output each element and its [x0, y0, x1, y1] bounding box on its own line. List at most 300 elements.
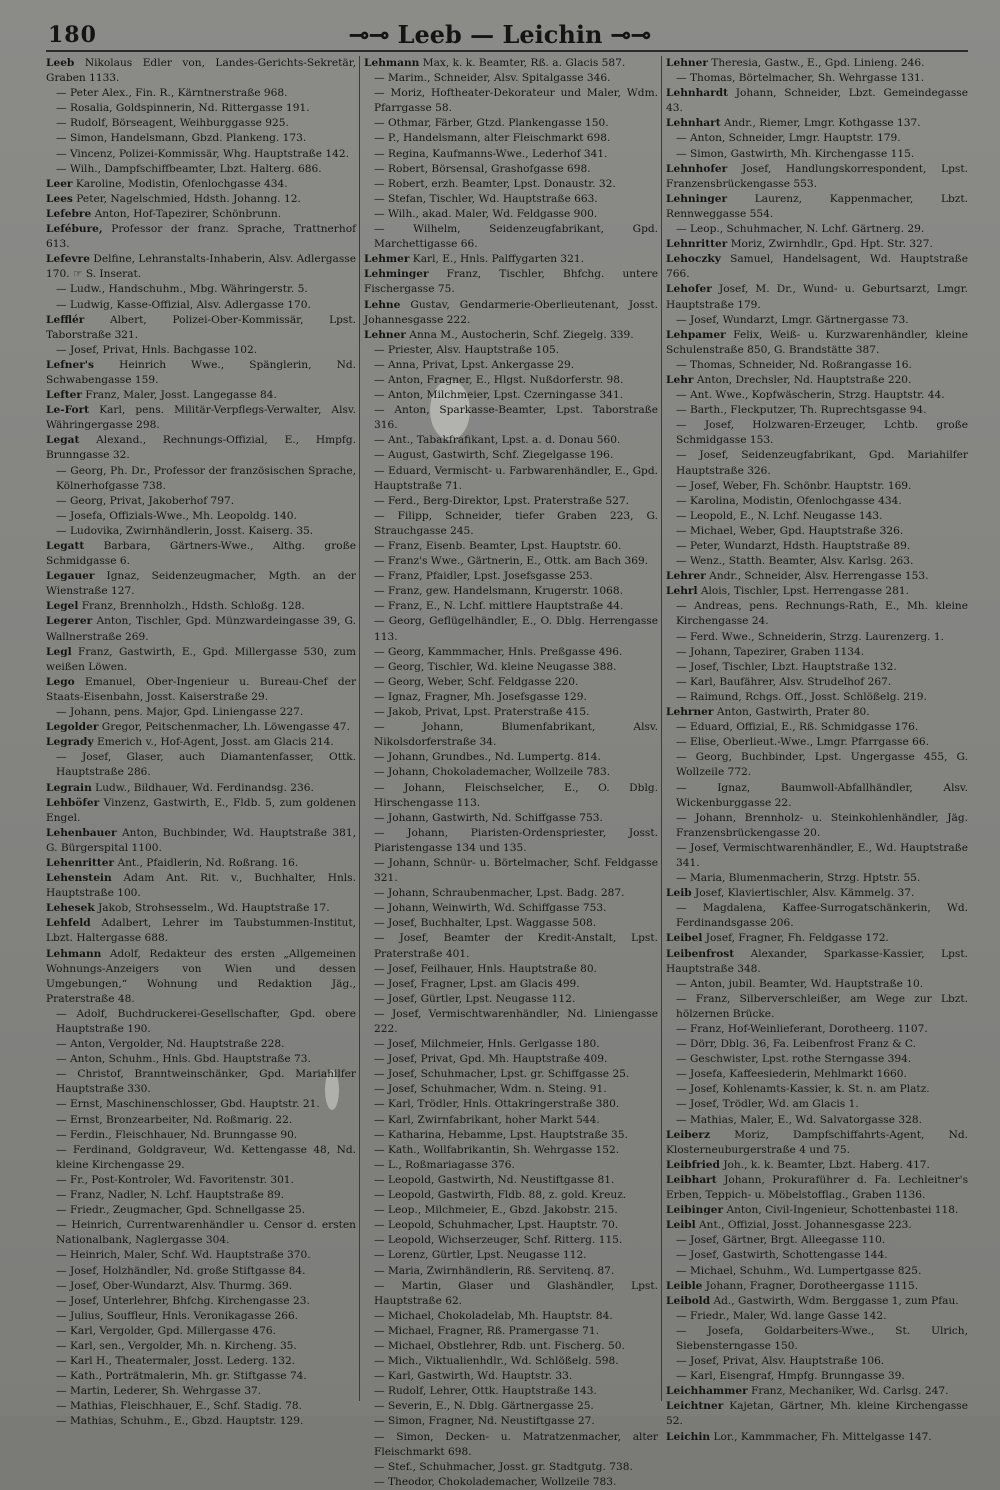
entry-text: — Mathias, Maler, E., Wd. Salvatorgasse 328. [676, 1113, 922, 1126]
directory-entry [364, 1324, 658, 1339]
directory-entry [46, 947, 356, 1007]
directory-entry [46, 856, 356, 871]
entry-surname: Lefébure, [46, 223, 103, 236]
directory-entry [364, 1309, 658, 1324]
directory-entry [666, 811, 968, 841]
directory-entry [46, 871, 356, 901]
entry-text: — Friedr., Zeugmacher, Gpd. Schnellgasse 25. [56, 1204, 306, 1217]
directory-entry [364, 71, 658, 86]
entry-text: — Wilhelm, Seidenzeugfabrikant, Gpd. Marchettigasse 66. [374, 223, 658, 251]
entry-text: — Franz, Hof-Weinlieferant, Dorotheerg. 1107. [676, 1023, 928, 1035]
directory-entry [666, 841, 968, 871]
entry-text: Adalbert, Lehrer im Taubstummen-Institut, Lbzt. Haltergasse 688. [46, 917, 356, 945]
entry-text: Josef, Fragner, Fh. Feldgasse 172. [705, 932, 889, 945]
entry-text: — Georg, Kammmacher, Hnls. Preßgasse 496. [374, 645, 623, 658]
entry-text: — Ant., Tabakfrafikant, Lpst. a. d. Donau 560. [374, 434, 621, 447]
entry-surname: Lefevre [46, 253, 90, 266]
directory-entry [364, 992, 658, 1007]
entry-text: Josef, M. Dr., Wund- u. Geburtsarzt, Lmgr. Hauptstraße 179. [666, 283, 968, 311]
entry-text: — Ignaz, Fragner, Mh. Josefsgasse 129. [374, 690, 587, 703]
entry-text: — Martin, Lederer, Sh. Wehrgasse 37. [56, 1385, 262, 1398]
directory-entry [46, 705, 356, 720]
directory-entry [46, 1339, 356, 1354]
entry-text: — Josef, Schuhmacher, Lpst. gr. Schiffgasse 25. [374, 1068, 630, 1081]
entry-text: — Ernst, Maschinenschlosser, Gbd. Hauptstr. 21. [56, 1098, 320, 1111]
entry-text: — Simon, Handelsmann, Gbzd. Plankeng. 173. [56, 132, 307, 145]
directory-entry [46, 675, 356, 705]
directory-entry [364, 358, 658, 373]
directory-entry [364, 207, 658, 222]
directory-entry [46, 1097, 356, 1112]
directory-entry [666, 509, 968, 524]
entry-text: — Josef, Wundarzt, Lmgr. Gärtnergasse 73. [676, 313, 909, 326]
directory-entry [666, 992, 968, 1022]
entry-text: Karl, pens. Militär-Verpflegs-Verwalter, Alsv. Währingergasse 298. [46, 404, 356, 432]
entry-text: Franz, Maler, Josst. Langegasse 84. [85, 389, 277, 402]
entry-text: — Simon, Fragner, Nd. Neustiftgasse 27. [374, 1415, 595, 1428]
directory-entry [46, 901, 356, 916]
entry-text: Anton, Gastwirth, Prater 80. [716, 706, 870, 719]
directory-entry [364, 1173, 658, 1188]
entry-text: — Josef, Fragner, Lpst. am Glacis 499. [374, 977, 580, 990]
entry-surname: Lehner [364, 328, 406, 341]
entry-text: — Josef, Privat, Alsv. Hauptstraße 106. [676, 1355, 885, 1368]
entry-surname: Lehminger [364, 268, 429, 281]
entry-text: — Georg, Privat, Jakoberhof 797. [56, 494, 235, 507]
directory-entry [46, 1037, 356, 1052]
directory-entry [364, 267, 658, 297]
entry-text: — Moriz, Hoftheater-Dekorateur und Maler, Wdm. Pfarrgasse 58. [374, 87, 658, 115]
directory-entry [46, 750, 356, 780]
directory-entry [666, 71, 968, 86]
directory-entry [666, 1052, 968, 1067]
directory-entry [666, 750, 968, 780]
entry-text: Anton, Hof-Tapezirer, Schönbrunn. [94, 207, 282, 220]
directory-entry [666, 116, 968, 131]
entry-text: — Josef, Glaser, auch Diamantenfasser, Ottk. Hauptstraße 286. [56, 751, 356, 779]
entry-surname: Lehofer [666, 283, 712, 296]
directory-entry [46, 116, 356, 131]
entry-text: — Regina, Kaufmanns-Wwe., Lederhof 341. [374, 147, 608, 160]
directory-entry [666, 403, 968, 418]
entry-surname: Leibinger [666, 1204, 724, 1217]
directory-entry [364, 343, 658, 358]
directory-entry [666, 1067, 968, 1082]
directory-entry [666, 1037, 968, 1052]
entry-text: — Fr., Post-Kontroler, Wd. Favoritenstr. 301. [56, 1173, 294, 1186]
entry-text: — Raimund, Rchgs. Off., Josst. Schlößelg. 219. [676, 690, 927, 703]
entry-text: — Rudolf, Börseagent, Weihburggasse 925. [56, 117, 289, 130]
directory-entry [46, 599, 356, 614]
entry-surname: Lees [46, 192, 73, 205]
directory-entry [364, 1369, 658, 1384]
directory-entry [46, 494, 356, 509]
entry-text: Lor., Kammmacher, Fh. Mittelgasse 147. [713, 1430, 932, 1443]
directory-entry [666, 705, 968, 720]
entry-text: — Geschwister, Lpst. rothe Sterngasse 394. [676, 1053, 912, 1066]
directory-entry [46, 1324, 356, 1339]
directory-entry [666, 690, 968, 705]
directory-entry [46, 1384, 356, 1399]
entry-text: — Leop., Milchmeier, E., Gbzd. Jakobstr. 215. [374, 1204, 618, 1217]
directory-entry [666, 1264, 968, 1279]
entry-text: — Mathias, Schuhm., E., Gbzd. Hauptstr. 129. [56, 1415, 304, 1428]
entry-text: — Karl, Gastwirth, Wd. Hauptstr. 33. [374, 1370, 573, 1383]
entry-text: — Kath., Wollfabrikantin, Sh. Wehrgasse 152. [374, 1143, 620, 1156]
directory-entry [666, 524, 968, 539]
directory-entry [666, 237, 968, 252]
directory-entry [666, 328, 968, 358]
column-2 [364, 56, 658, 1488]
directory-entry [46, 720, 356, 735]
directory-entry [666, 554, 968, 569]
entry-text: — Ferd., Berg-Direktor, Lpst. Praterstraße 527. [374, 494, 630, 507]
entry-surname: Lefebre [46, 207, 92, 220]
directory-entry [364, 1414, 658, 1429]
entry-surname: Lehesek [46, 902, 95, 915]
entry-surname: Lefflér [46, 313, 85, 326]
directory-entry [666, 947, 968, 977]
entry-text: — Lorenz, Gürtler, Lpst. Neugasse 112. [374, 1249, 587, 1262]
entry-surname: Lehoczky [666, 253, 721, 266]
entry-text: Alexand., Rechnungs-Offizial, E., Hmpfg. Brunngasse 32. [46, 434, 356, 462]
directory-entry [666, 86, 968, 116]
entry-surname: Lehenritter [46, 856, 115, 869]
entry-text: — Karl, Eisengraf, Hmpfg. Brunngasse 39. [676, 1370, 905, 1383]
entry-surname: Leibl [666, 1219, 696, 1232]
directory-entry [364, 705, 658, 720]
directory-entry [364, 811, 658, 826]
entry-text: — Magdalena, Kaffee-Surrogatschänkerin, Wd. Ferdinandsgasse 206. [676, 902, 968, 930]
entry-text: Alexander, Sparkasse-Kassier, Lpst. Hauptstraße 348. [666, 947, 968, 975]
directory-entry [364, 1248, 658, 1263]
directory-entry [46, 524, 356, 539]
directory-entry [666, 282, 968, 312]
directory-entry [666, 1113, 968, 1128]
directory-entry [666, 1233, 968, 1248]
entry-surname: Lehrer [666, 570, 706, 583]
entry-text: — L., Roßmariagasse 376. [374, 1158, 515, 1171]
directory-entry [364, 886, 658, 901]
entry-text: — Friedr., Maler, Wd. lange Gasse 142. [676, 1309, 887, 1322]
entry-text: — Franz, Silberverschleißer, am Wege zur Lbzt. hölzernen Brücke. [676, 992, 968, 1020]
entry-text: — Johann, Weinwirth, Wd. Schiffgasse 753. [374, 902, 607, 915]
entry-surname: Lehninger [666, 192, 728, 205]
directory-entry [46, 1203, 356, 1218]
entry-text: — Heinrich, Maler, Schf. Wd. Hauptstraße 370. [56, 1249, 311, 1262]
entry-text: — Ant. Wwe., Kopfwäscherin, Strzg. Hauptstr. 44. [676, 389, 945, 402]
entry-text: — Josef, Privat, Hnls. Bachgasse 102. [56, 343, 258, 356]
entry-text: — Thomas, Schneider, Nd. Roßrangasse 16. [676, 358, 912, 371]
entry-text: Johann, Schneider, Lbzt. Gemeindegasse 43. [666, 87, 968, 115]
directory-entry [666, 630, 968, 645]
entry-text: — Wilh., akad. Maler, Wd. Feldgasse 900. [374, 207, 598, 220]
directory-entry [666, 313, 968, 328]
entry-text: — Johann, Fleischselcher, E., O. Dblg. Hirschengasse 113. [374, 781, 658, 809]
directory-entry [666, 781, 968, 811]
entry-text: Emerich v., Hof-Agent, Josst. am Glacis 214. [96, 736, 334, 749]
directory-entry [666, 1128, 968, 1158]
entry-text: Karl, E., Hnls. Palffygarten 321. [412, 253, 585, 266]
directory-entry [666, 584, 968, 599]
entry-text: Karoline, Modistin, Ofenlochgasse 434. [75, 177, 288, 190]
entry-text: — Johann, Schraubenmacher, Lpst. Badg. 287. [374, 887, 625, 900]
entry-text: Anton, Drechsler, Nd. Hauptstraße 220. [696, 373, 912, 386]
directory-entry [364, 720, 658, 750]
directory-entry [46, 1128, 356, 1143]
entry-text: — Karl, Vergolder, Gpd. Millergasse 476. [56, 1324, 276, 1337]
entry-text: — Marim., Schneider, Alsv. Spitalgasse 346. [374, 72, 611, 85]
directory-entry [364, 539, 658, 554]
directory-entry [666, 252, 968, 282]
entry-text: — Anton, Vergolder, Nd. Hauptstraße 228. [56, 1038, 285, 1051]
directory-entry [364, 1037, 658, 1052]
entry-text: — Ferd. Wwe., Schneiderin, Strzg. Laurenzerg. 1. [676, 630, 945, 643]
entry-text: Franz, Mechaniker, Wd. Carlsg. 247. [751, 1385, 949, 1398]
directory-entry [666, 871, 968, 886]
entry-surname: Leichin [666, 1430, 711, 1443]
directory-entry [666, 1399, 968, 1429]
entry-text: Andr., Riemer, Lmgr. Kothgasse 137. [724, 117, 921, 130]
entry-text: — Josef, Unterlehrer, Bhfchg. Kirchengasse 23. [56, 1294, 310, 1307]
directory-entry [46, 1399, 356, 1414]
directory-entry [666, 448, 968, 478]
directory-entry [46, 614, 356, 644]
directory-entry [364, 599, 658, 614]
directory-entry [364, 147, 658, 162]
directory-entry [364, 931, 658, 961]
directory-entry [364, 1399, 658, 1414]
entry-text: Gustav, Gendarmerie-Oberlieutenant, Josst. Johannesgasse 222. [364, 298, 658, 326]
entry-text: — Johann, Brennholz- u. Steinkohlenhändler, Jäg. Franzensbrückengasse 20. [676, 811, 968, 839]
entry-text: — Ludwig, Kasse-Offizial, Alsv. Adlergasse 170. [56, 298, 311, 311]
entry-surname: Leeb [46, 57, 75, 69]
entry-text: Johann, Prokuraführer d. Fa. Lechleitner's Erben, Teppich- u. Möbelstofflag., Graben 1136. [666, 1173, 969, 1202]
entry-surname: Lehmer [364, 253, 410, 266]
entry-text: — Karolina, Modistin, Ofenlochgasse 434. [676, 494, 902, 507]
directory-entry [46, 1143, 356, 1173]
entry-text: — Josef, Ober-Wundarzt, Alsv. Thurmg. 369. [56, 1279, 293, 1292]
entry-surname: Leib [666, 887, 692, 900]
entry-text: Alois, Tischler, Lpst. Herrengasse 281. [700, 585, 909, 598]
entry-text: — Josef, Vermischtwarenhändler, E., Wd. Hauptstraße 341. [676, 841, 968, 869]
directory-entry [46, 1052, 356, 1067]
entry-text: — Josef, Buchhalter, Lpst. Waggasse 508. [374, 917, 597, 930]
column-3 [666, 56, 969, 1443]
directory-entry [46, 539, 356, 569]
entry-text: — Severin, E., N. Dblg. Gärtnergasse 25. [374, 1400, 594, 1413]
entry-text: — Johann, Chokolademacher, Wollzeile 783. [374, 766, 611, 779]
entry-text: Moriz, Zwirnhdlr., Gpd. Hpt. Str. 327. [730, 238, 933, 251]
entry-text: — Josef, Feilhauer, Hnls. Hauptstraße 80. [374, 962, 597, 975]
directory-entry [666, 192, 968, 222]
entry-surname: Leible [666, 1279, 703, 1292]
directory-entry [364, 1158, 658, 1173]
directory-entry [364, 1475, 658, 1490]
directory-entry [666, 1022, 968, 1037]
entry-surname: Legerer [46, 615, 93, 628]
entry-surname: Le-Fort [46, 404, 90, 417]
entry-surname: Lehnritter [666, 238, 728, 251]
directory-entry [364, 373, 658, 388]
entry-surname: Lehpamer [666, 328, 726, 341]
directory-entry [46, 796, 356, 826]
directory-entry [46, 1354, 356, 1369]
entry-text: — Filipp, Schneider, tiefer Graben 223, G. Strauchgasse 245. [374, 509, 658, 537]
entry-text: — Johann, Grundbes., Nd. Lumpertg. 814. [374, 751, 601, 764]
directory-entry [364, 1082, 658, 1097]
entry-text: — Franz, E., N. Lchf. mittlere Hauptstraße 44. [374, 600, 624, 613]
entry-text: — Mathias, Fleischhauer, E., Schf. Stadig. 78. [56, 1400, 303, 1413]
directory-entry [46, 433, 356, 463]
directory-entry [364, 298, 658, 328]
directory-entry [364, 328, 658, 343]
entry-text: Kajetan, Gärtner, Mh. kleine Kirchengasse 52. [666, 1400, 968, 1428]
entry-text: — Josef, Gärtner, Brgt. Alleegasse 110. [676, 1234, 886, 1247]
entry-text: — Dörr, Dblg. 36, Fa. Leibenfrost Franz & C. [676, 1038, 916, 1051]
directory-entry [666, 735, 968, 750]
entry-text: Felix, Weiß- u. Kurzwarenhändler, kleine Schulenstraße 850, G. Brandstätte 387. [666, 328, 968, 356]
entry-text: — Maria, Blumenmacherin, Strzg. Hptstr. 55. [676, 872, 921, 885]
directory-entry [364, 177, 658, 192]
entry-text: — Anton, Schuhm., Hnls. Gbd. Hauptstraße 73. [56, 1053, 311, 1066]
entry-text: Samuel, Handelsagent, Wd. Hauptstraße 766. [666, 253, 968, 281]
entry-text: Ignaz, Seidenzeugmacher, Mgth. an der Wienstraße 127. [46, 570, 356, 598]
directory-entry [46, 781, 356, 796]
directory-entry [666, 147, 968, 162]
entry-text: — Elise, Oberlieut.-Wwe., Lmgr. Pfarrgasse 66. [676, 736, 929, 749]
directory-entry [666, 162, 968, 192]
entry-text: — Karl, sen., Vergolder, Mh. n. Kircheng. 35. [56, 1339, 297, 1352]
entry-text: Andr., Schneider, Alsv. Herrengasse 153. [709, 570, 929, 583]
entry-text: Vinzenz, Gastwirth, E., Fldb. 5, zum goldenen Engel. [46, 796, 356, 824]
entry-text: Laurenz, Kappenmacher, Lbzt. Rennweggasse 554. [666, 192, 968, 220]
entry-text: — Anton, Schneider, Lmgr. Hauptstr. 179. [676, 132, 901, 145]
entry-surname: Legrain [46, 781, 92, 794]
entry-text: — Adolf, Buchdruckerei-Gesellschafter, Gpd. obere Hauptstraße 190. [56, 1007, 356, 1035]
entry-text: Professor der franz. Sprache, Trattnerhof 613. [46, 223, 356, 251]
directory-entry [364, 222, 658, 252]
directory-entry [364, 765, 658, 780]
directory-entry [46, 86, 356, 101]
entry-text: — Anna, Privat, Lpst. Ankergasse 29. [374, 358, 575, 371]
directory-entry [666, 1309, 968, 1324]
directory-entry [46, 282, 356, 297]
entry-text: Nikolaus Edler von, Landes-Gerichts-Sekretär, Graben 1133. [46, 57, 356, 85]
entry-text: — Ignaz, Baumwoll-Abfallhändler, Alsv. Wickenburggasse 22. [676, 781, 968, 809]
entry-surname: Lehnhardt [666, 87, 729, 100]
directory-entry [364, 433, 658, 448]
entry-surname: Lehner [666, 57, 708, 69]
directory-entry [666, 569, 968, 584]
directory-entry [364, 901, 658, 916]
entry-text: — Franz, gew. Handelsmann, Krugerstr. 1068. [374, 585, 623, 598]
column-divider [661, 56, 662, 1401]
directory-entry [666, 1354, 968, 1369]
entry-text: — Leopold, E., N. Lchf. Neugasse 143. [676, 509, 883, 522]
entry-text: Gregor, Peitschenmacher, Lh. Löwengasse 47. [101, 721, 350, 734]
entry-text: — Georg, Weber, Schf. Feldgasse 220. [374, 675, 579, 688]
entry-text: — Anton, Milchmeier, Lpst. Czerningasse 341. [374, 389, 624, 402]
entry-surname: Lefter [46, 389, 82, 402]
entry-text: — Anton, Fragner, E., Hlgst. Nußdorferstr. 98. [374, 373, 624, 386]
entry-text: Josef, Handlungskorrespondent, Lpst. Franzensbrückengasse 553. [666, 162, 968, 190]
entry-text: — Stefan, Tischler, Wd. Hauptstraße 663. [374, 192, 598, 205]
page-number: 180 [48, 22, 97, 48]
entry-text: — Wenz., Statth. Beamter, Alsv. Karlsg. 263. [676, 555, 914, 568]
entry-surname: Lehmann [364, 57, 420, 69]
directory-entry [666, 1369, 968, 1384]
entry-text: Heinrich Wwe., Spänglerin, Nd. Schwabengasse 159. [46, 358, 357, 386]
entry-text: Jakob, Strohsesselm., Wd. Hauptstraße 17. [98, 902, 330, 915]
entry-text: — Michael, Obstlehrer, Rdb. unt. Fischerg. 50. [374, 1339, 625, 1352]
entry-text: — Mich., Viktualienhdlr., Wd. Schlößelg. 598. [374, 1355, 619, 1368]
directory-entry [46, 826, 356, 856]
directory-entry [46, 1414, 356, 1429]
directory-entry [46, 388, 356, 403]
entry-surname: Lehrl [666, 585, 698, 598]
directory-entry [46, 207, 356, 222]
directory-entry [666, 373, 968, 388]
directory-entry [364, 1460, 658, 1475]
directory-entry [666, 675, 968, 690]
entry-text: — Johann, pens. Major, Gpd. Liniengasse 227. [56, 706, 304, 719]
entry-text: — Josef, Holzhändler, Nd. große Stiftgasse 84. [56, 1264, 306, 1277]
directory-entry [46, 101, 356, 116]
entry-text: — Josef, Kohlenamts-Kassier, k. St. n. am Platz. [676, 1083, 930, 1096]
entry-text: — Josefa, Goldarbeiters-Wwe., St. Ulrich, Siebensterngasse 150. [676, 1324, 968, 1352]
directory-entry [364, 1218, 658, 1233]
directory-entry [666, 1279, 968, 1294]
directory-entry [46, 343, 356, 358]
directory-entry [364, 1113, 658, 1128]
entry-text: Moriz, Dampfschiffahrts-Agent, Nd. Klosterneuburgerstraße 4 und 75. [666, 1128, 968, 1156]
entry-text: — Ferdinand, Goldgraveur, Wd. Kettengasse 48, Nd. kleine Kirchengasse 29. [56, 1143, 356, 1171]
directory-entry [364, 690, 658, 705]
entry-text: — Franz, Pfaidler, Lpst. Josefsgasse 253. [374, 570, 593, 583]
directory-entry [364, 1354, 658, 1369]
entry-text: — Franz, Eisenb. Beamter, Lpst. Hauptstr. 60. [374, 540, 622, 552]
entry-text: — Karl, Trödler, Hnls. Ottakringerstraße 380. [374, 1098, 620, 1111]
entry-text: — Wilh., Dampfschiffbeamter, Lbzt. Halterg. 686. [56, 162, 322, 175]
directory-entry [364, 781, 658, 811]
entry-surname: Leibold [666, 1294, 711, 1307]
directory-entry [666, 645, 968, 660]
entry-text: — Georg, Geflügelhändler, E., O. Dblg. Herrengasse 113. [374, 615, 658, 643]
entry-surname: Legatt [46, 540, 85, 552]
entry-text: — Robert, Börsensal, Grashofgasse 698. [374, 162, 591, 175]
entry-text: — Stef., Schuhmacher, Josst. gr. Stadtgutg. 738. [374, 1460, 633, 1473]
entry-text: — Simon, Decken- u. Matratzenmacher, alter Fleischmarkt 698. [374, 1430, 658, 1458]
page-header [0, 18, 1000, 54]
directory-entry [666, 56, 968, 71]
directory-entry [46, 252, 356, 282]
entry-text: Johann, Fragner, Dorotheergasse 1115. [705, 1279, 919, 1292]
directory-entry [364, 86, 658, 116]
entry-text: — Johann, Gastwirth, Nd. Schiffgasse 753. [374, 811, 603, 824]
directory-entry [364, 826, 658, 856]
entry-text: — P., Handelsmann, alter Fleischmarkt 698. [374, 132, 611, 145]
directory-entry [364, 645, 658, 660]
directory-entry [364, 403, 658, 433]
entry-text: — Franz, Nadler, N. Lchf. Hauptstraße 89. [56, 1189, 284, 1202]
directory-entry [46, 1309, 356, 1324]
entry-text: — Andreas, pens. Rechnungs-Rath, E., Mh. kleine Kirchengasse 24. [676, 600, 968, 628]
entry-text: Ludw., Bildhauer, Wd. Ferdinandsg. 236. [95, 781, 314, 794]
entry-text: — Peter, Wundarzt, Hdsth. Hauptstraße 89. [676, 540, 911, 552]
entry-text: — Karl H., Theatermaler, Josst. Lederg. 132. [56, 1355, 296, 1368]
entry-text: — Georg, Ph. Dr., Professor der französischen Sprache, Kölnerhofgasse 738. [56, 464, 356, 492]
